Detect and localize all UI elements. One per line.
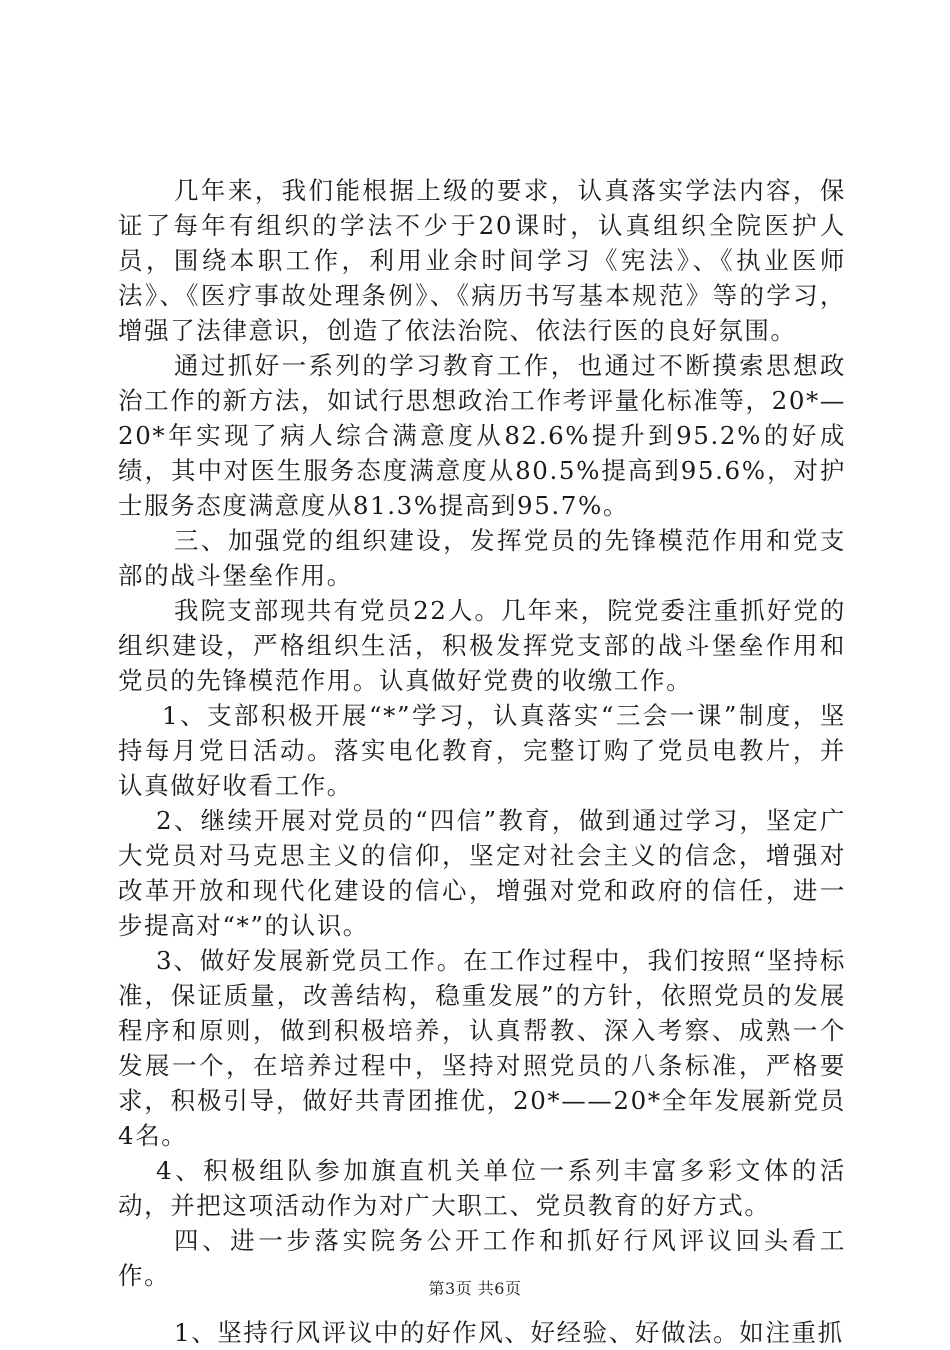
list-item-activities: 4、积极组队参加旗直机关单位一系列丰富多彩文体的活动，并把这项活动作为对广大职工、党员教育的好方式。 bbox=[118, 1156, 846, 1220]
document-body bbox=[118, 173, 846, 1350]
list-item-new-members: 3、做好发展新党员工作。在工作过程中，我们按照“坚持标准，保证质量，改善结构，稳重发展”的方针，依照党员的发展程序和原则，做到积极培养，认真帮教、深入考察、成熟一个发展一个，在培养过程中，坚持对照党员的八条标准，严格要求，积极引导，做好共青团推优，20*——20*全年发展新党员4名。 bbox=[118, 946, 846, 1150]
paragraph-party-members: 我院支部现共有党员22人。几年来，院党委注重抓好党的组织建设，严格组织生活，积极发挥党支部的战斗堡垒作用和党员的先锋模范作用。认真做好党费的收缴工作。 bbox=[118, 596, 846, 695]
section-heading-party-organization: 三、加强党的组织建设，发挥党员的先锋模范作用和党支部的战斗堡垒作用。 bbox=[118, 526, 846, 590]
list-item-study: 1、支部积极开展“*”学习，认真落实“三会一课”制度，坚持每月党日活动。落实电化教育，完整订购了党员电教片，并认真做好收看工作。 bbox=[118, 701, 846, 800]
list-item-good-practices: 1、坚持行风评议中的好作风、好经验、好做法。如注重抓 bbox=[174, 1318, 844, 1347]
page-number-footer: 第3页 共6页 bbox=[428, 1279, 522, 1298]
paragraph-satisfaction: 通过抓好一系列的学习教育工作，也通过不断摸索思想政治工作的新方法，如试行思想政治工作考评量化标准等，20*—20*年实现了病人综合满意度从82.6%提升到95.2%的好成绩，其中对医生服务态度满意度从80.5%提高到95.6%，对护士服务态度满意度从81.3%提高到95.7%。 bbox=[118, 351, 846, 520]
paragraph-legal-study: 几年来，我们能根据上级的要求，认真落实学法内容，保证了每年有组织的学法不少于20课时，认真组织全院医护人员，围绕本职工作，利用业余时间学习《宪法》、《执业医师法》、《医疗事故处理条例》、《病历书写基本规范》等的学习，增强了法律意识，创造了依法治院、依法行医的良好氛围。 bbox=[118, 176, 846, 345]
section-heading-transparency: 四、进一步落实院务公开工作和抓好行风评议回头看工作。 bbox=[118, 1226, 846, 1290]
list-item-four-beliefs: 2、继续开展对党员的“四信”教育，做到通过学习，坚定广大党员对马克思主义的信仰，坚定对社会主义的信念，增强对改革开放和现代化建设的信心，增强对党和政府的信任，进一步提高对“*”的认识。 bbox=[118, 806, 846, 940]
